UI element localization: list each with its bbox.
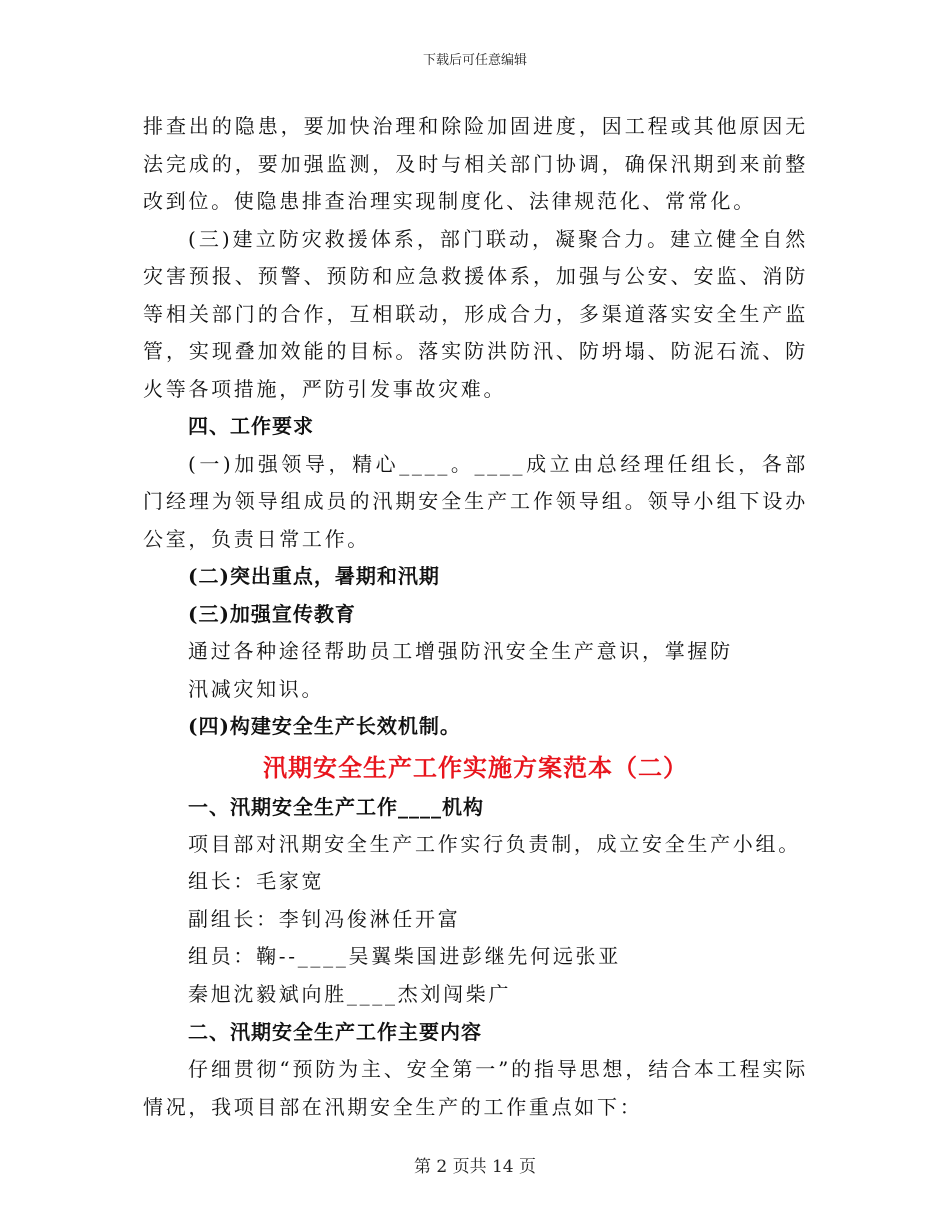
paragraph-hazard-rectification: 排查出的隐患，要加快治理和除险加固进度，因工程或其他原因无法完成的，要加强监测，及时与相关部门协调，确保汛期到来前整改到位。使隐患排查治理实现制度化、法律规范化、常常化。: [143, 114, 808, 213]
paragraph-guiding-principle: 仔细贯彻“预防为主、安全第一”的指导思想，结合本工程实际情况，我项目部在汛期安全生产的工作重点如下：: [143, 1057, 808, 1119]
text-line-responsibility: 项目部对汛期安全生产工作实行负责制，成立安全生产小组。: [188, 831, 801, 856]
paragraph-disaster-relief-system: (三)建立防灾救援体系，部门联动，凝聚合力。建立健全自然灾害预报、预警、预防和应急救援体系，加强与公安、安监、消防等相关部门的合作，互相联动，形成合力，多渠道落实安全生产监管，实现叠加效能的目标。落实防洪防汛、防坍塌、防泥石流、防火等各项措施，严防引发事故灾难。: [143, 226, 808, 401]
page-header: 下载后可任意编辑: [422, 53, 527, 68]
heading-organization: 一、汛期安全生产工作____机构: [188, 794, 484, 819]
heading-work-requirements: 四、工作要求: [188, 414, 314, 438]
text-line-deputy-leader: 副组长：李钊冯俊淋任开富: [188, 906, 461, 931]
text-line-members-continued: 秦旭沈毅斌向胜____杰刘闯柴广: [188, 981, 512, 1006]
document-body: [143, 108, 808, 1126]
paragraph-strengthen-leadership: (一)加强领导，精心____。____成立由总经理任组长，各部门经理为领导组成员的汛期安全生产工作领导组。领导小组下设办公室，负责日常工作。: [143, 451, 808, 551]
page-number: 第 2 页共 14 页: [413, 1157, 537, 1177]
subheading-focus-points: (二)突出重点，暑期和汛期: [188, 564, 440, 588]
text-line-members: 组员：鞠--____吴翼柴国进彭继先何远张亚: [188, 944, 621, 968]
text-line-awareness: 通过各种途径帮助员工增强防汛安全生产意识，掌握防: [188, 639, 733, 663]
text-line-knowledge: 汛减灾知识。: [188, 676, 325, 701]
subheading-publicity-education: (三)加强宣传教育: [188, 601, 356, 626]
text-line-leader: 组长：毛家宽: [188, 869, 325, 893]
heading-main-content: 二、汛期安全生产工作主要内容: [188, 1020, 482, 1044]
section-title: 汛期安全生产工作实施方案范本（二）: [263, 752, 688, 782]
subheading-long-term-mechanism: (四)构建安全生产长效机制。: [188, 714, 461, 738]
